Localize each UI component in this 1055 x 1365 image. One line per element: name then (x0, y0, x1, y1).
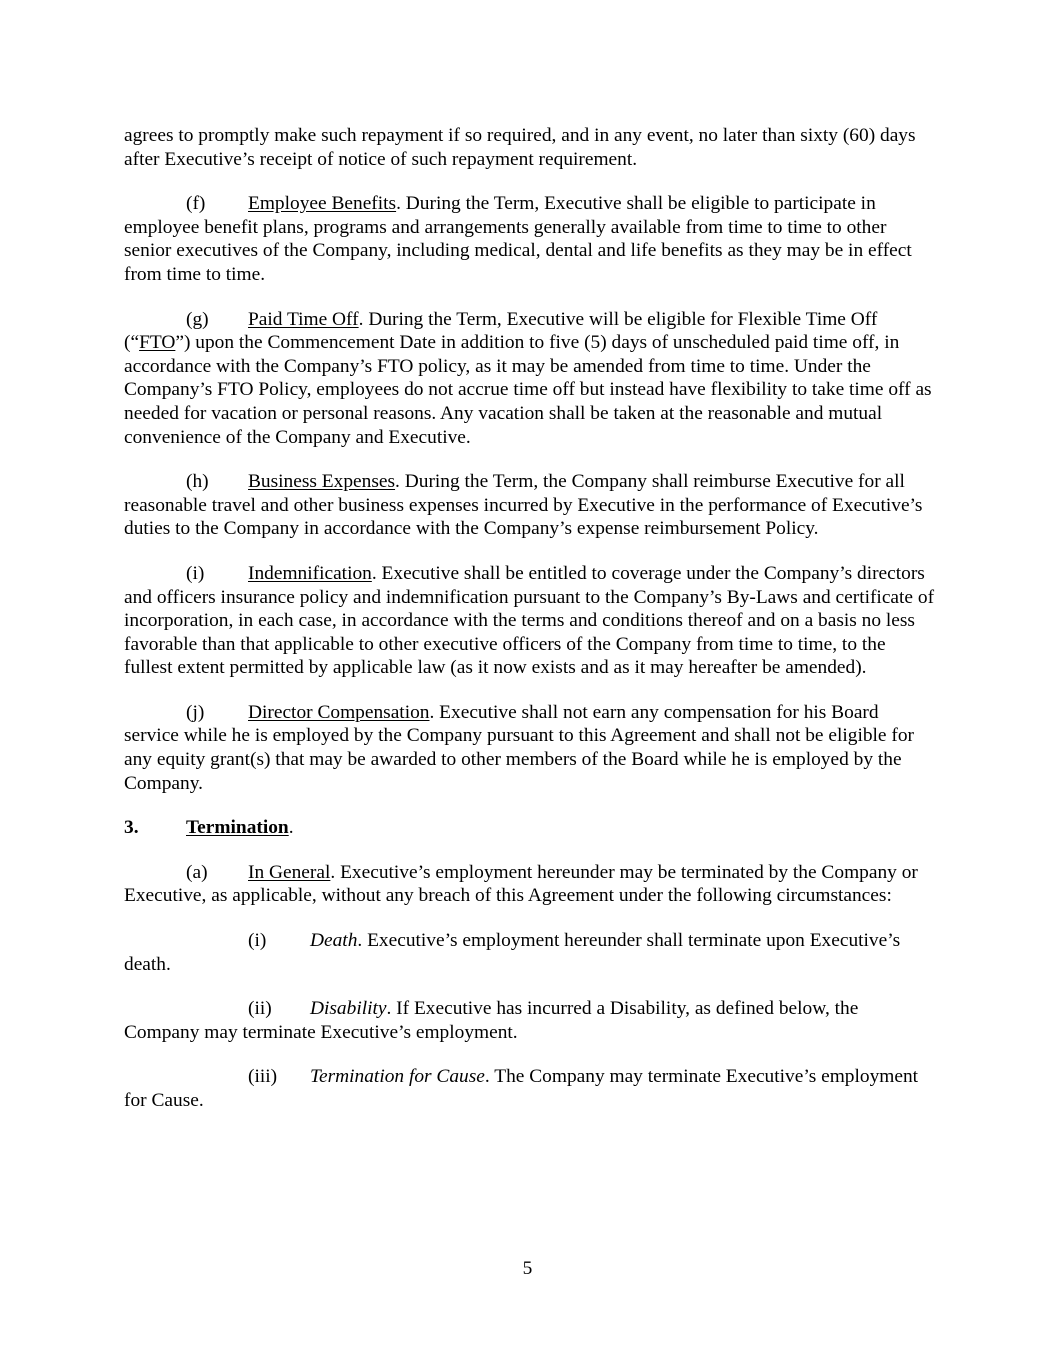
paragraph-text: agrees to promptly make such repayment if so required, and in any event, no later than sixty (60) days after Executive’s receipt of notice of such repayment requirement. (124, 125, 916, 170)
paragraph-continuation (124, 124, 936, 171)
clause-label: (f) (186, 193, 206, 215)
clause-title: Paid Time Off (248, 308, 359, 330)
document-page (124, 124, 936, 1134)
clause-text: . Executive shall not earn any compensation for his Board service while he is employed by the Company pursuant to this Agreement and shall not be eligible for any equity grant(s) that may be awarded to other members of the Board while he is employed by the Company. (124, 701, 914, 794)
subclause-title: Disability (310, 998, 387, 1020)
paragraph-director-compensation (124, 701, 936, 795)
subclause-text: . Executive’s employment hereunder shall terminate upon Executive’s death. (124, 930, 901, 975)
clause-label: (a) (186, 861, 208, 883)
subclause-title: Termination for Cause (310, 1066, 485, 1088)
clause-title: In General (248, 861, 331, 883)
clause-text: . During the Term, Executive shall be eligible to participate in employee benefit plans, programs and arrangements generally available from time to time to other senior executives of the Company, including medical, dental and life benefits as they may be in effect from time to time. (124, 193, 912, 285)
clause-label: (h) (186, 471, 209, 493)
subclause-label: (i) (248, 930, 267, 952)
clause-label: (i) (186, 562, 205, 584)
subclause-label: (ii) (248, 998, 272, 1020)
clause-title: Indemnification (248, 562, 372, 584)
clause-text: ”) upon the Commencement Date in addition to five (5) days of unscheduled paid time off, in accordance with the Company’s FTO policy, as it may be amended from time to time. Under the Company’s FTO Policy, employees do not accrue time off but instead have flexibility to take time off as needed for vacation or personal reasons. Any vacation shall be taken at the reasonable and mutual convenience of the Company and Executive. (124, 332, 932, 448)
subclause-label: (iii) (248, 1066, 278, 1088)
section-number: 3. (124, 817, 139, 839)
clause-label: (g) (186, 308, 209, 330)
clause-text: . During the Term, the Company shall reimburse Executive for all reasonable travel and other business expenses incurred by Executive in the performance of Executive’s duties to the Company in accordance with the Company’s expense reimbursement Policy. (124, 471, 923, 540)
paragraph-in-general (124, 861, 936, 908)
section-title-period: . (288, 817, 294, 839)
clause-title: Employee Benefits (248, 193, 397, 215)
paragraph-indemnification (124, 562, 936, 680)
clause-text: . Executive shall be entitled to coverage under the Company’s directors and officers insurance policy and indemnification pursuant to the Company’s By-Laws and certificate of incorporation, in each case, in accordance with the terms and conditions thereof and on a basis no less favorable than that applicable to other executive officers of the Company from time to time, to the fullest extent permitted by applicable law (as it now exists and as it may hereafter be amended). (124, 562, 935, 679)
section-title: Termination (186, 817, 289, 839)
subclause-title: Death (310, 930, 358, 952)
clause-title: Business Expenses (248, 471, 396, 493)
subparagraph-death (124, 929, 936, 976)
paragraph-business-expenses (124, 470, 936, 541)
subclause-text: . If Executive has incurred a Disability, as defined below, the Company may terminate Executive’s employment. (124, 998, 859, 1043)
defined-term: FTO (139, 332, 176, 354)
subparagraph-disability (124, 997, 936, 1044)
clause-title: Director Compensation (248, 701, 430, 723)
clause-text: . During the Term, Executive will be eligible for Flexible Time Off (“ (124, 308, 878, 354)
clause-text: . Executive’s employment hereunder may be terminated by the Company or Executive, as applicable, without any breach of this Agreement under the following circumstances: (124, 861, 918, 907)
paragraph-employee-benefits (124, 192, 936, 286)
clause-label: (j) (186, 701, 205, 723)
section-heading-termination (124, 816, 936, 840)
paragraph-paid-time-off (124, 308, 936, 450)
subparagraph-termination-for-cause (124, 1065, 936, 1112)
subclause-text: . The Company may terminate Executive’s employment for Cause. (124, 1066, 919, 1111)
page-number: 5 (522, 1258, 533, 1279)
